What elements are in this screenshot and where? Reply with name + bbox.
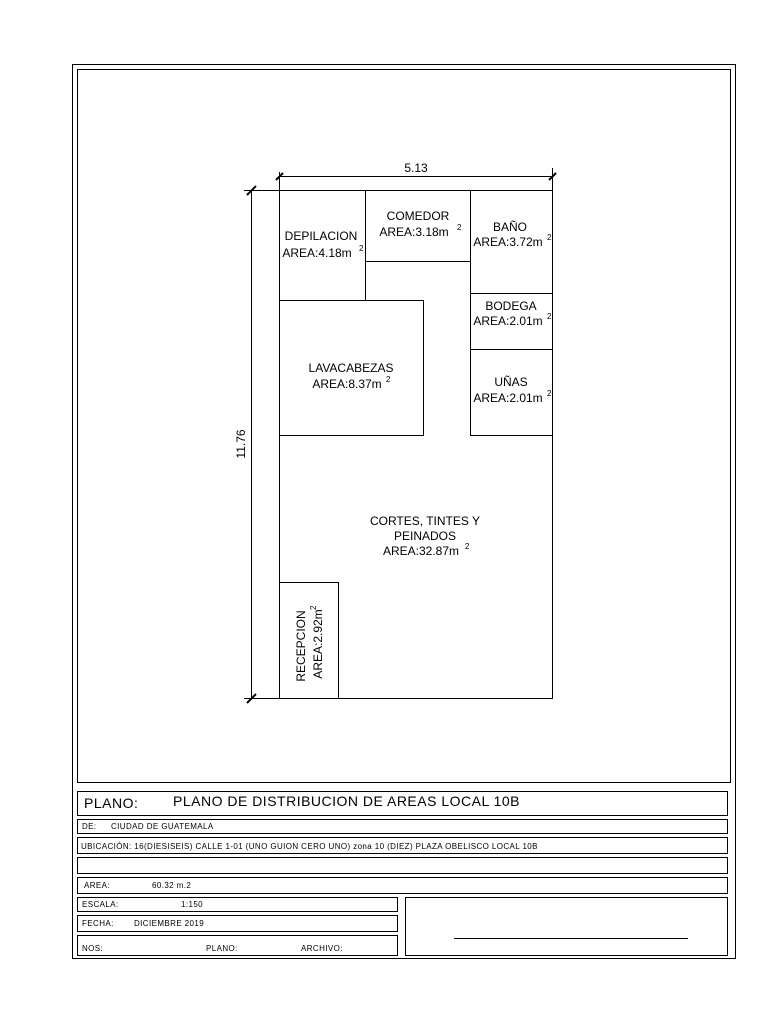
room-cortes xyxy=(370,514,480,558)
room-name: COMEDOR xyxy=(386,209,450,223)
room-name-line2: PEINADOS xyxy=(393,529,457,543)
room-bano xyxy=(473,220,552,249)
dimension-height-label: 11.76 xyxy=(234,429,248,459)
room-name: BAÑO xyxy=(492,220,528,234)
room-area-sup: 2 xyxy=(547,312,552,321)
plano2-label: PLANO: xyxy=(206,944,238,953)
room-recepcion xyxy=(294,605,325,682)
title-block xyxy=(78,792,728,956)
room-area-sup: 2 xyxy=(547,233,552,242)
room-comedor xyxy=(379,209,462,239)
room-area-sup: 2 xyxy=(547,389,552,398)
tb-row-empty xyxy=(78,858,728,874)
room-area: AREA:32.87m xyxy=(382,544,460,558)
room-area: AREA:2.01m xyxy=(473,391,543,405)
right-rooms-wall xyxy=(471,262,553,436)
area-label: AREA: xyxy=(84,881,111,890)
de-label: DE: xyxy=(82,822,97,831)
tb-row-escala xyxy=(78,898,398,912)
room-lavacabezas xyxy=(309,361,394,391)
room-name: UÑAS xyxy=(494,375,528,389)
room-name: BODEGA xyxy=(485,299,537,313)
room-area-sup: 2 xyxy=(309,605,318,610)
plano-label: PLANO: xyxy=(84,795,139,811)
escala-value: 1:150 xyxy=(181,900,204,909)
fecha-label: FECHA: xyxy=(82,919,114,928)
room-area: AREA:8.37m xyxy=(312,377,382,391)
room-area: AREA:2.01m xyxy=(473,314,543,328)
nos-label: NOS: xyxy=(82,944,104,953)
room-area-sup: 2 xyxy=(359,244,364,253)
escala-label: ESCALA: xyxy=(82,900,119,909)
dimension-left xyxy=(244,186,279,703)
plano-title: PLANO DE DISTRIBUCION DE AREAS LOCAL 10B xyxy=(173,793,521,809)
room-area: AREA:2.92m xyxy=(311,609,325,679)
area-value: 60.32 m.2 xyxy=(152,881,192,890)
recepcion-walls xyxy=(280,583,339,699)
de-value: CIUDAD DE GUATEMALA xyxy=(111,822,214,831)
dimension-width-label: 5.13 xyxy=(404,161,428,175)
fecha-value: DICIEMBRE 2019 xyxy=(134,919,205,928)
tb-row-fecha xyxy=(78,916,398,932)
room-area-sup: 2 xyxy=(465,542,470,551)
room-name: DEPILACION xyxy=(284,229,358,243)
tb-signature-box xyxy=(406,898,728,956)
room-area-sup: 2 xyxy=(457,223,462,232)
room-area-sup: 2 xyxy=(386,375,391,384)
room-name: LAVACABEZAS xyxy=(308,361,394,375)
room-area: AREA:4.18m xyxy=(282,246,352,260)
room-name-line1: CORTES, TINTES Y xyxy=(369,514,481,528)
room-unas xyxy=(473,375,552,405)
room-area: AREA:3.72m xyxy=(473,235,543,249)
room-bodega xyxy=(473,299,552,328)
room-depilacion xyxy=(282,229,364,260)
archivo-label: ARCHIVO: xyxy=(301,944,343,953)
ubicacion-text: UBICACIÓN: 16(DIESISEIS) CALLE 1-01 (UNO GUION CERO UNO) zona 10 (DIEZ) PLAZA OBELISCO LOCAL 10B xyxy=(81,842,538,851)
room-name: RECEPCION xyxy=(294,610,308,682)
room-area: AREA:3.18m xyxy=(379,225,449,239)
